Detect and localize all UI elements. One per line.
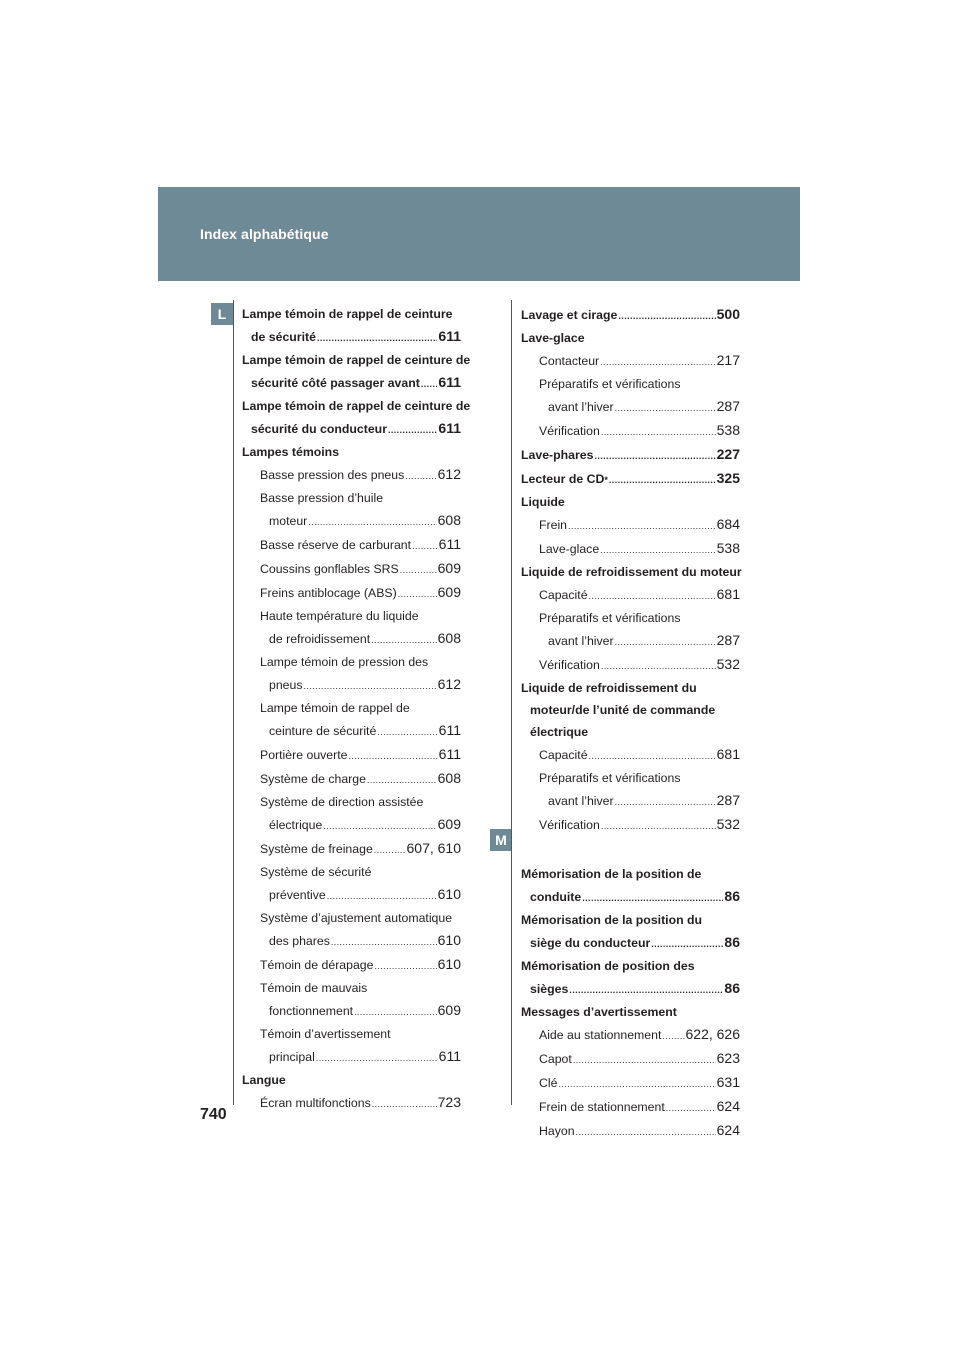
dot-leader: [316, 1047, 438, 1069]
index-entry: [521, 443, 740, 467]
entry-text: avant l’hiver: [548, 400, 614, 414]
index-entry: [521, 303, 740, 327]
index-subentry: [521, 419, 740, 443]
index-subentry: [521, 349, 740, 373]
entry-text: Vérification: [539, 818, 600, 832]
index-entry: [242, 441, 461, 463]
dot-leader: [308, 511, 436, 533]
dot-leader: [601, 655, 716, 677]
page-reference[interactable]: 631: [716, 1074, 740, 1090]
entry-text: Freins antiblocage (ABS): [260, 586, 397, 600]
entry-text: siège du conducteur: [530, 936, 651, 950]
index-subentry: [521, 1071, 740, 1095]
page-reference[interactable]: 611: [438, 1048, 461, 1064]
page-reference[interactable]: 287: [716, 792, 740, 808]
index-entry: [242, 395, 471, 441]
index-subentry: [242, 557, 461, 581]
page-reference[interactable]: 681: [716, 746, 740, 762]
dot-leader: [371, 629, 436, 651]
page-reference[interactable]: 86: [724, 888, 740, 904]
column-divider-left: [233, 300, 234, 1105]
dot-leader: [609, 469, 716, 491]
dot-leader: [601, 421, 716, 443]
entry-text: fonctionnement: [269, 1004, 354, 1018]
index-subentry: [521, 537, 740, 561]
index-subentry: [521, 607, 740, 653]
entry-text: Témoin de dérapage: [260, 958, 374, 972]
section-tab-l[interactable]: L: [211, 303, 233, 325]
entry-text: Système de sécurité: [260, 865, 372, 879]
entry-text: conduite: [530, 890, 582, 904]
dot-leader: [372, 1093, 437, 1115]
index-subentry: [521, 767, 740, 813]
index-subentry: [242, 487, 461, 533]
entry-text: sièges: [530, 982, 569, 996]
dot-leader: [388, 419, 437, 441]
dot-leader: [405, 465, 436, 487]
entry-text: Langue: [242, 1073, 286, 1087]
entry-text: Vérification: [539, 658, 600, 672]
entry-text: Basse pression des pneus: [260, 468, 405, 482]
page-reference[interactable]: 681: [716, 586, 740, 602]
index-entry: [521, 327, 740, 349]
entry-text: Liquide: [521, 495, 565, 509]
index-subentry: [242, 1023, 461, 1069]
dot-leader: [615, 631, 716, 653]
dot-leader: [331, 931, 437, 953]
dot-leader: [354, 1001, 437, 1023]
entry-text: moteur/de l’unité de commande: [530, 703, 716, 717]
entry-text: Liquide de refroidissement du: [521, 681, 697, 695]
index-entry: [521, 1001, 740, 1023]
page-reference[interactable]: 611: [438, 722, 461, 738]
page-reference[interactable]: 611: [438, 536, 461, 552]
index-subentry: [242, 791, 461, 837]
index-subentry: [521, 743, 740, 767]
dot-leader: [600, 539, 715, 561]
page-reference[interactable]: 86: [724, 934, 740, 950]
entry-text: Préparatifs et vérifications: [539, 611, 681, 625]
section-tab-m[interactable]: M: [490, 829, 512, 851]
page-reference[interactable]: 608: [437, 770, 461, 786]
entry-text: Mémorisation de la position du: [521, 913, 703, 927]
index-subentry: [242, 743, 461, 767]
index-section-l: [521, 303, 740, 837]
page-reference[interactable]: 607, 610: [406, 840, 461, 856]
page-reference[interactable]: 532: [716, 816, 740, 832]
entry-text: Lecteur de CD: [521, 472, 605, 486]
index-section-m: [521, 863, 740, 1143]
index-subentry: [521, 513, 740, 537]
entry-text: Préparatifs et vérifications: [539, 377, 681, 391]
page-reference[interactable]: 624: [716, 1122, 740, 1138]
dot-leader: [589, 585, 716, 607]
entry-text: Lampe témoin de rappel de: [260, 701, 410, 715]
entry-text: Mémorisation de position des: [521, 959, 695, 973]
page-reference[interactable]: 609: [437, 816, 461, 832]
entry-text: Lave-phares: [521, 448, 594, 462]
dot-leader: [569, 979, 723, 1001]
entry-text: Témoin de mauvais: [260, 981, 368, 995]
dot-leader: [615, 791, 716, 813]
page-reference[interactable]: 608: [437, 512, 461, 528]
entry-text: des phares: [269, 934, 330, 948]
entry-text: Capot: [539, 1052, 572, 1066]
entry-text: Témoin d’avertissement: [260, 1027, 391, 1041]
page-reference[interactable]: 538: [716, 540, 740, 556]
dot-leader: [317, 327, 437, 349]
index-subentry: [242, 767, 461, 791]
page-reference[interactable]: 287: [716, 632, 740, 648]
entry-text: Lampe témoin de rappel de ceinture de: [242, 399, 471, 413]
entry-text: Lampe témoin de pression des: [260, 655, 429, 669]
entry-text: électrique: [530, 725, 589, 739]
index-subentry: [521, 1095, 740, 1119]
index-entry: [242, 303, 461, 349]
entry-text: Vérification: [539, 424, 600, 438]
index-subentry: [521, 1023, 740, 1047]
entry-text: Capacité: [539, 748, 588, 762]
index-subentry: [242, 977, 461, 1023]
dot-leader: [400, 559, 437, 581]
entry-text: Lampe témoin de rappel de ceinture de: [242, 353, 471, 367]
page-reference[interactable]: 612: [437, 676, 461, 692]
index-subentry: [242, 837, 461, 861]
index-entry: [242, 1069, 461, 1091]
dot-leader: [327, 885, 437, 907]
page-reference[interactable]: 610: [437, 932, 461, 948]
entry-text: avant l’hiver: [548, 634, 614, 648]
page-reference[interactable]: 622, 626: [685, 1026, 740, 1042]
index-entry: [521, 561, 740, 583]
index-subentry: [242, 697, 461, 743]
entry-text: Coussins gonflables SRS: [260, 562, 399, 576]
page-reference[interactable]: 684: [716, 516, 740, 532]
index-subentry: [521, 653, 740, 677]
entry-text: Messages d’avertissement: [521, 1005, 677, 1019]
index-subentry: [521, 1047, 740, 1071]
entry-text: Système d’ajustement automatique: [260, 911, 453, 925]
entry-text: Lampes témoins: [242, 445, 340, 459]
index-subentry: [242, 861, 461, 907]
entry-text: Préparatifs et vérifications: [539, 771, 681, 785]
dot-leader: [374, 839, 406, 861]
index-subentry: [242, 953, 461, 977]
entry-text: Basse pression d’huile: [260, 491, 384, 505]
page-reference[interactable]: 611: [438, 374, 461, 390]
page-reference[interactable]: 538: [716, 422, 740, 438]
index-subentry: [242, 1091, 461, 1115]
index-subentry: [521, 1119, 740, 1143]
dot-leader: [398, 583, 437, 605]
page-number: 740: [200, 1106, 227, 1123]
entry-text: Liquide de refroidissement du moteur: [521, 565, 742, 579]
entry-text: Contacteur: [539, 354, 600, 368]
header-title: Index alphabétique: [200, 226, 329, 242]
entry-text: préventive: [269, 888, 326, 902]
entry-text: électrique: [269, 818, 323, 832]
entry-text: Haute température du liquide: [260, 609, 419, 623]
entry-text: de refroidissement: [269, 632, 371, 646]
index-subentry: [242, 463, 461, 487]
entry-text: Frein: [539, 518, 568, 532]
page-reference[interactable]: 609: [437, 560, 461, 576]
entry-text: Clé: [539, 1076, 558, 1090]
dot-leader: [377, 721, 437, 743]
index-entry: [521, 491, 740, 513]
section-spacer: [521, 837, 740, 863]
page-header: [158, 187, 800, 281]
page-reference[interactable]: 610: [437, 956, 461, 972]
index-subentry: [242, 533, 461, 557]
index-entry: [242, 349, 471, 395]
page-reference[interactable]: 723: [437, 1094, 461, 1110]
entry-text: Mémorisation de la position de: [521, 867, 702, 881]
index-entry: [521, 677, 740, 743]
entry-text: Portière ouverte: [260, 748, 348, 762]
index-subentry: [242, 651, 461, 697]
entry-text: sécurité du conducteur: [251, 422, 387, 436]
dot-leader: [600, 351, 715, 373]
dot-leader: [323, 815, 436, 837]
page-reference[interactable]: 500: [716, 306, 740, 322]
dot-leader: [618, 305, 715, 327]
entry-text: Lave-glace: [521, 331, 585, 345]
dot-leader: [304, 675, 437, 697]
entry-text: Lampe témoin de rappel de ceinture: [242, 307, 453, 321]
entry-text: Système de direction assistée: [260, 795, 424, 809]
entry-text: avant l’hiver: [548, 794, 614, 808]
page-reference[interactable]: 611: [438, 746, 461, 762]
page-reference[interactable]: 612: [437, 466, 461, 482]
entry-text: pneus: [269, 678, 303, 692]
dot-leader: [568, 515, 716, 537]
entry-text: principal: [269, 1050, 315, 1064]
column-divider-right: [511, 300, 512, 1105]
index-column-right: [521, 303, 740, 1143]
page-reference[interactable]: 227: [716, 446, 740, 462]
index-entry: [521, 955, 740, 1001]
entry-text: Lave-glace: [539, 542, 600, 556]
index-subentry: [521, 813, 740, 837]
dot-leader: [651, 933, 723, 955]
index-entry: [521, 863, 740, 909]
page-reference[interactable]: 325: [716, 470, 740, 486]
entry-text: ceinture de sécurité: [269, 724, 377, 738]
entry-text: Aide au stationnement: [539, 1028, 662, 1042]
dot-leader: [349, 745, 438, 767]
index-subentry: [242, 907, 461, 953]
dot-leader: [412, 535, 438, 557]
index-subentry: [242, 605, 461, 651]
index-entry: [521, 909, 740, 955]
index-subentry: [521, 583, 740, 607]
index-subentry: [242, 581, 461, 605]
page-reference[interactable]: 610: [437, 886, 461, 902]
dot-leader: [573, 1049, 716, 1071]
page-reference[interactable]: 611: [438, 420, 461, 436]
dot-leader: [615, 397, 716, 419]
index-column-left: [242, 303, 471, 1115]
dot-leader: [589, 745, 716, 767]
entry-text: Basse réserve de carburant: [260, 538, 412, 552]
page-reference[interactable]: 624: [716, 1098, 740, 1114]
entry-text: Hayon: [539, 1124, 575, 1138]
dot-leader: [666, 1097, 716, 1119]
entry-text: de sécurité: [251, 330, 316, 344]
entry-text: sécurité côté passager avant: [251, 376, 420, 390]
page-reference[interactable]: 86: [724, 980, 740, 996]
dot-leader: [374, 955, 436, 977]
page-reference[interactable]: 623: [716, 1050, 740, 1066]
entry-text: Écran multifonctions: [260, 1096, 371, 1110]
page-reference[interactable]: 609: [437, 1002, 461, 1018]
page-reference[interactable]: 609: [437, 584, 461, 600]
page-reference[interactable]: 532: [716, 656, 740, 672]
dot-leader: [421, 373, 438, 395]
index-entry: Lecteur de CD * ..... 325: [521, 467, 740, 491]
dot-leader: [558, 1073, 715, 1095]
entry-text: Capacité: [539, 588, 588, 602]
entry-text: Frein de stationnement: [539, 1100, 665, 1114]
entry-text: Système de charge: [260, 772, 366, 786]
dot-leader: [367, 769, 437, 791]
dot-leader: [594, 445, 715, 467]
dot-leader: [601, 815, 716, 837]
dot-leader: [576, 1121, 716, 1143]
page-reference[interactable]: 611: [438, 328, 461, 344]
dot-leader: [662, 1025, 684, 1047]
entry-text: moteur: [269, 514, 308, 528]
page-reference[interactable]: 287: [716, 398, 740, 414]
entry-text: Lavage et cirage: [521, 308, 618, 322]
dot-leader: [582, 887, 723, 909]
index-subentry: [521, 373, 740, 419]
page-reference[interactable]: 217: [716, 352, 740, 368]
entry-text: Système de freinage: [260, 842, 373, 856]
page-reference[interactable]: 608: [437, 630, 461, 646]
